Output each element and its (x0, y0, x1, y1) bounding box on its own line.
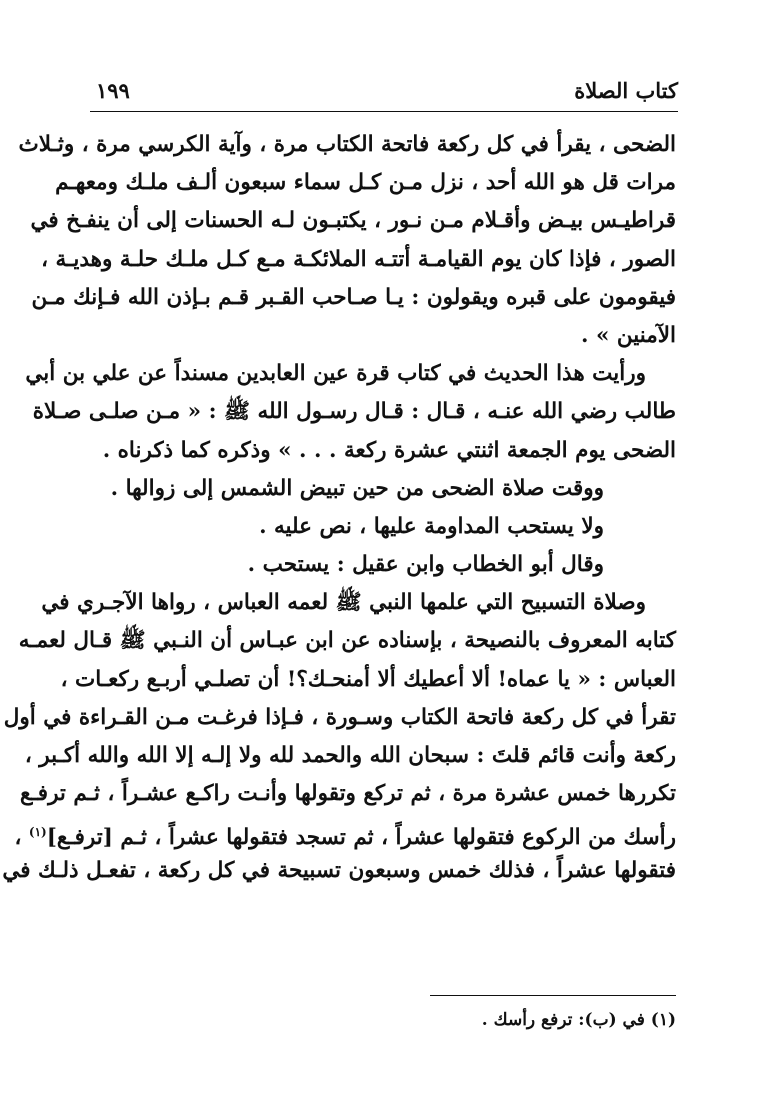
text-line: ركعة وأنت قائم قلتَ : سبحان الله والحمد لله ولا إلـه إلا الله والله أكـبر ، (24, 743, 676, 768)
footnote-rule (430, 995, 676, 996)
paragraph-first-line: وصلاة التسبيح التي علمها النبي ﷺ لعمه العباس ، رواها الآجـري في (41, 590, 646, 616)
body-text (2, 126, 676, 890)
footnote-reference: (١) (28, 825, 47, 840)
text-line: كتابه المعروف بالنصيحة ، بإسناده عن ابن عبـاس أن النـبي ﷺ قـال لعمـه (18, 628, 676, 654)
text-line: قراطيـس بيـض وأقـلام مـن نـور ، يكتبـون لـه الحسنات إلى أن ينفـخ في (30, 208, 676, 234)
text-line: تكررها خمس عشرة مرة ، ثم تركع وتقولها وأنـت راكـع عشـراً ، ثـم ترفـع (20, 781, 676, 807)
text-line: الضحى يوم الجمعة اثنتي عشرة ركعة . . . » وذكره كما ذكرناه . (102, 437, 676, 463)
line-tail: ، (14, 825, 29, 851)
text-line: العباس : « يا عماه! ألا أعطيك ألا أمنحـك؟! أن تصلـي أربـع ركعـات ، (60, 666, 676, 692)
paragraph-line: ووقت صلاة الضحى من حين تبيض الشمس إلى زوالها . (110, 475, 604, 501)
footnote: (١) في (ب): ترفع رأسك . (481, 1010, 676, 1030)
text-line: تقرأ في كل ركعة فاتحة الكتاب وسـورة ، فـإذا فرغـت مـن القـراءة في أول (3, 704, 676, 730)
text-line: الصور ، فإذا كان يوم القيامـة أتتـه الملائكـة مـع كـل ملـك حلـة وهديـة ، (41, 246, 676, 272)
text-line-with-footnote (14, 813, 676, 851)
paragraph-line: وقال أبو الخطاب وابن عقيل : يستحب . (247, 552, 604, 578)
text-line: الضحى ، يقرأ في كل ركعة فاتحة الكتاب مرة ، وآية الكرسي مرة ، وثـلاث (18, 132, 676, 157)
running-title: كتاب الصلاة (574, 78, 678, 103)
page-number: ١٩٩ (96, 78, 130, 103)
text-line: الآمنين » . (581, 322, 676, 348)
text-line: فتقولها عشراً ، فذلك خمس وسبعون تسبيحة في كل ركعة ، تفعـل ذلـك في (2, 857, 676, 883)
text-line: طالب رضي الله عنـه ، قـال : قـال رسـول الله ﷺ : « مـن صلـى صـلاة (32, 399, 676, 425)
line-text: رأسك من الركوع فتقولها عشراً ، ثم تسجد فتقولها عشراً ، ثـم [ترفـع] (46, 825, 676, 851)
page-header (90, 78, 678, 108)
text-line: فيقومون على قبره ويقولون : يـا صـاحب القـبر قـم بـإذن الله فـإنك مـن (31, 284, 676, 310)
paragraph-line: ولا يستحب المداومة عليها ، نص عليه . (259, 513, 604, 539)
text-line: مرات قل هو الله أحد ، نزل مـن كـل سماء سبعون ألـف ملـك ومعهـم (55, 170, 676, 196)
header-rule (90, 111, 678, 112)
paragraph-first-line: ورأيت هذا الحديث في كتاب قرة عين العابدين مسنداً عن علي بن أبي (25, 361, 646, 387)
